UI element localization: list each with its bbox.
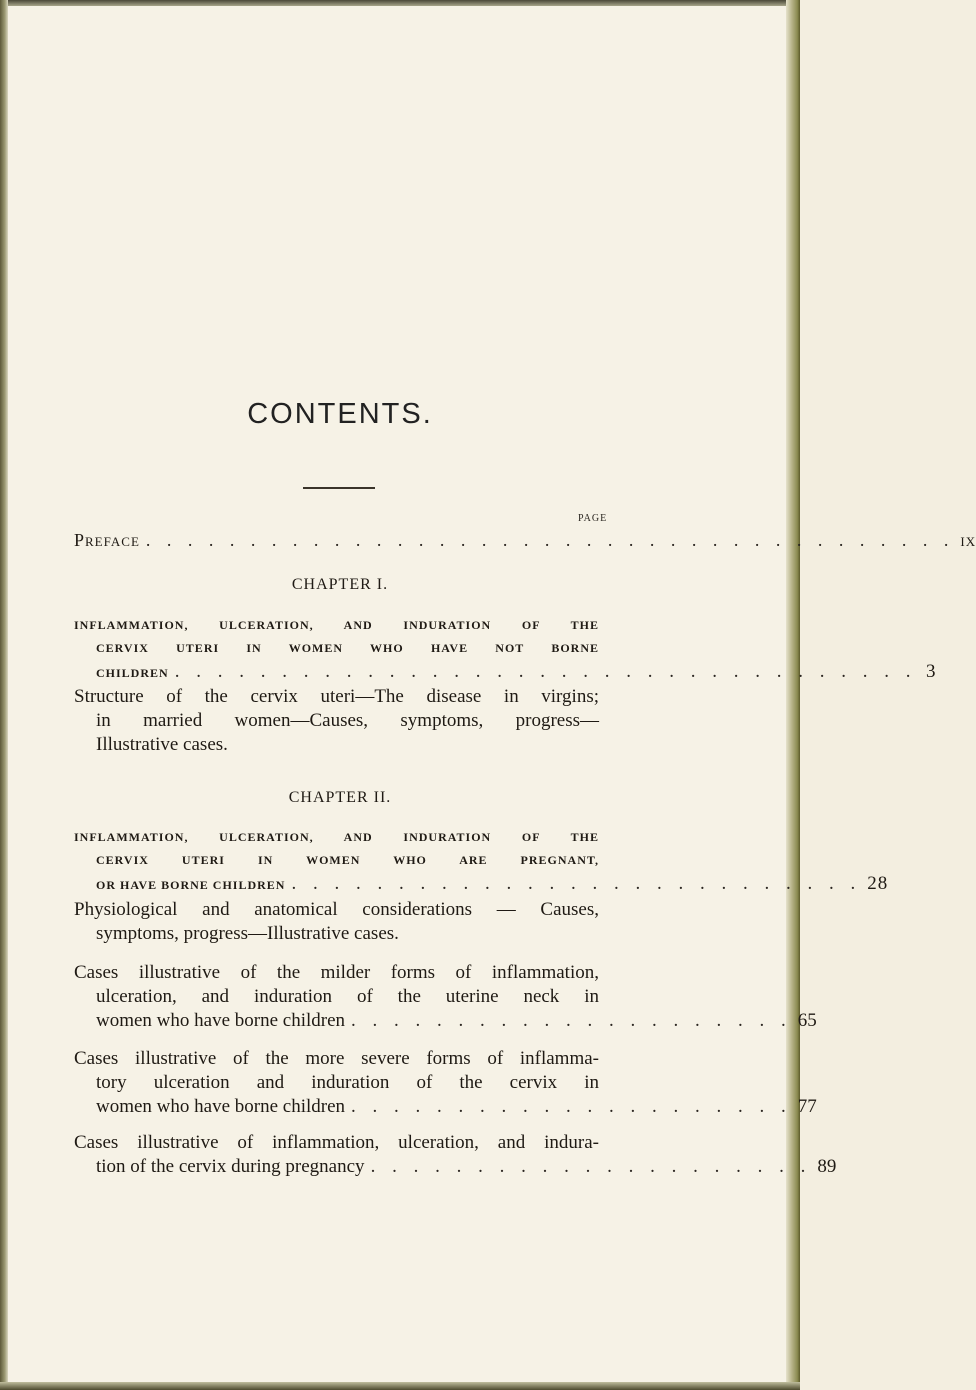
toc-entry-label: Preface (74, 530, 140, 550)
section-last-line (74, 1155, 837, 1179)
leader-dots: . . . . . . . . . . . . . . . . . . . . . . . . . . . . . . . . . . . (174, 661, 917, 682)
chapter-title-line: INFLAMMATION, ULCERATION, AND INDURATION OF THE (74, 618, 599, 632)
section-line: Cases illustrative of inflammation, ulceration, and indura- (74, 1132, 599, 1153)
leader-dots: . . . . . . . . . . . . . . . . . . . . . . . . . . . . . . . . . . . . . . . (145, 530, 955, 550)
summary-line: Structure of the cervix uteri—The disease in virgins; (74, 686, 599, 707)
section-line: Cases illustrative of the more severe forms of inflamma- (74, 1048, 599, 1069)
section-line: tory ulceration and induration of the cervix in (96, 1072, 599, 1093)
leader-dots: . . . . . . . . . . . . . . . . . . . . . (351, 1010, 792, 1031)
leader-dots: . . . . . . . . . . . . . . . . . . . . . (370, 1156, 812, 1177)
page-title: CONTENTS. (247, 398, 433, 430)
section-line: Cases illustrative of the milder forms of inflammation, (74, 962, 599, 983)
section-line: women who have borne children (96, 1010, 346, 1031)
toc-page-number: 77 (797, 1096, 817, 1117)
leader-dots: . . . . . . . . . . . . . . . . . . . . . (351, 1096, 792, 1117)
section-line: ulceration, and induration of the uterine neck in (96, 986, 599, 1007)
section-line: women who have borne children (96, 1096, 346, 1117)
toc-entry-preface[interactable] (74, 528, 976, 552)
chapter-heading: CHAPTER I. (291, 576, 389, 593)
chapter-heading: CHAPTER II. (288, 789, 392, 806)
chapter-summary (74, 685, 599, 757)
summary-line: Physiological and anatomical considerations — Causes, (74, 899, 599, 920)
title-rule (303, 487, 375, 489)
chapter-title-line: OR HAVE BORNE CHILDREN (96, 878, 286, 892)
toc-page-number: 65 (797, 1010, 817, 1031)
toc-page-number: 28 (867, 873, 889, 894)
section-last-line (74, 1095, 817, 1119)
summary-line: symptoms, progress—Illustrative cases. (96, 923, 399, 944)
chapter-title-line: CERVIX UTERI IN WOMEN WHO HAVE NOT BORNE (96, 641, 599, 655)
chapter-title[interactable] (74, 826, 889, 897)
summary-line: Illustrative cases. (96, 734, 228, 755)
chapter-title-line: CHILDREN (96, 666, 169, 680)
chapter-title-line: CERVIX UTERI IN WOMEN WHO ARE PREGNANT, (96, 853, 599, 867)
toc-section[interactable] (74, 961, 817, 1033)
toc-section[interactable] (74, 1131, 837, 1179)
page-edge-bottom (0, 1382, 800, 1390)
page-edge-right (786, 0, 800, 1390)
section-last-line (74, 1009, 817, 1033)
page-column-header: PAGE (578, 513, 608, 524)
toc-page-number: 89 (817, 1156, 837, 1177)
toc-page-number: 3 (925, 661, 937, 682)
chapter-title-last-line (74, 660, 937, 685)
page-edge-left (0, 0, 8, 1390)
chapter-summary (74, 898, 599, 946)
toc-page-number: ix (960, 530, 976, 550)
leader-dots: . . . . . . . . . . . . . . . . . . . . . . . . . . . (291, 873, 862, 894)
chapter-title[interactable] (74, 614, 937, 685)
section-line: tion of the cervix during pregnancy (96, 1156, 365, 1177)
chapter-title-last-line (74, 872, 889, 897)
toc-section[interactable] (74, 1047, 817, 1119)
summary-line: in married women—Causes, symptoms, progress— (96, 710, 599, 731)
chapter-title-line: INFLAMMATION, ULCERATION, AND INDURATION OF THE (74, 830, 599, 844)
